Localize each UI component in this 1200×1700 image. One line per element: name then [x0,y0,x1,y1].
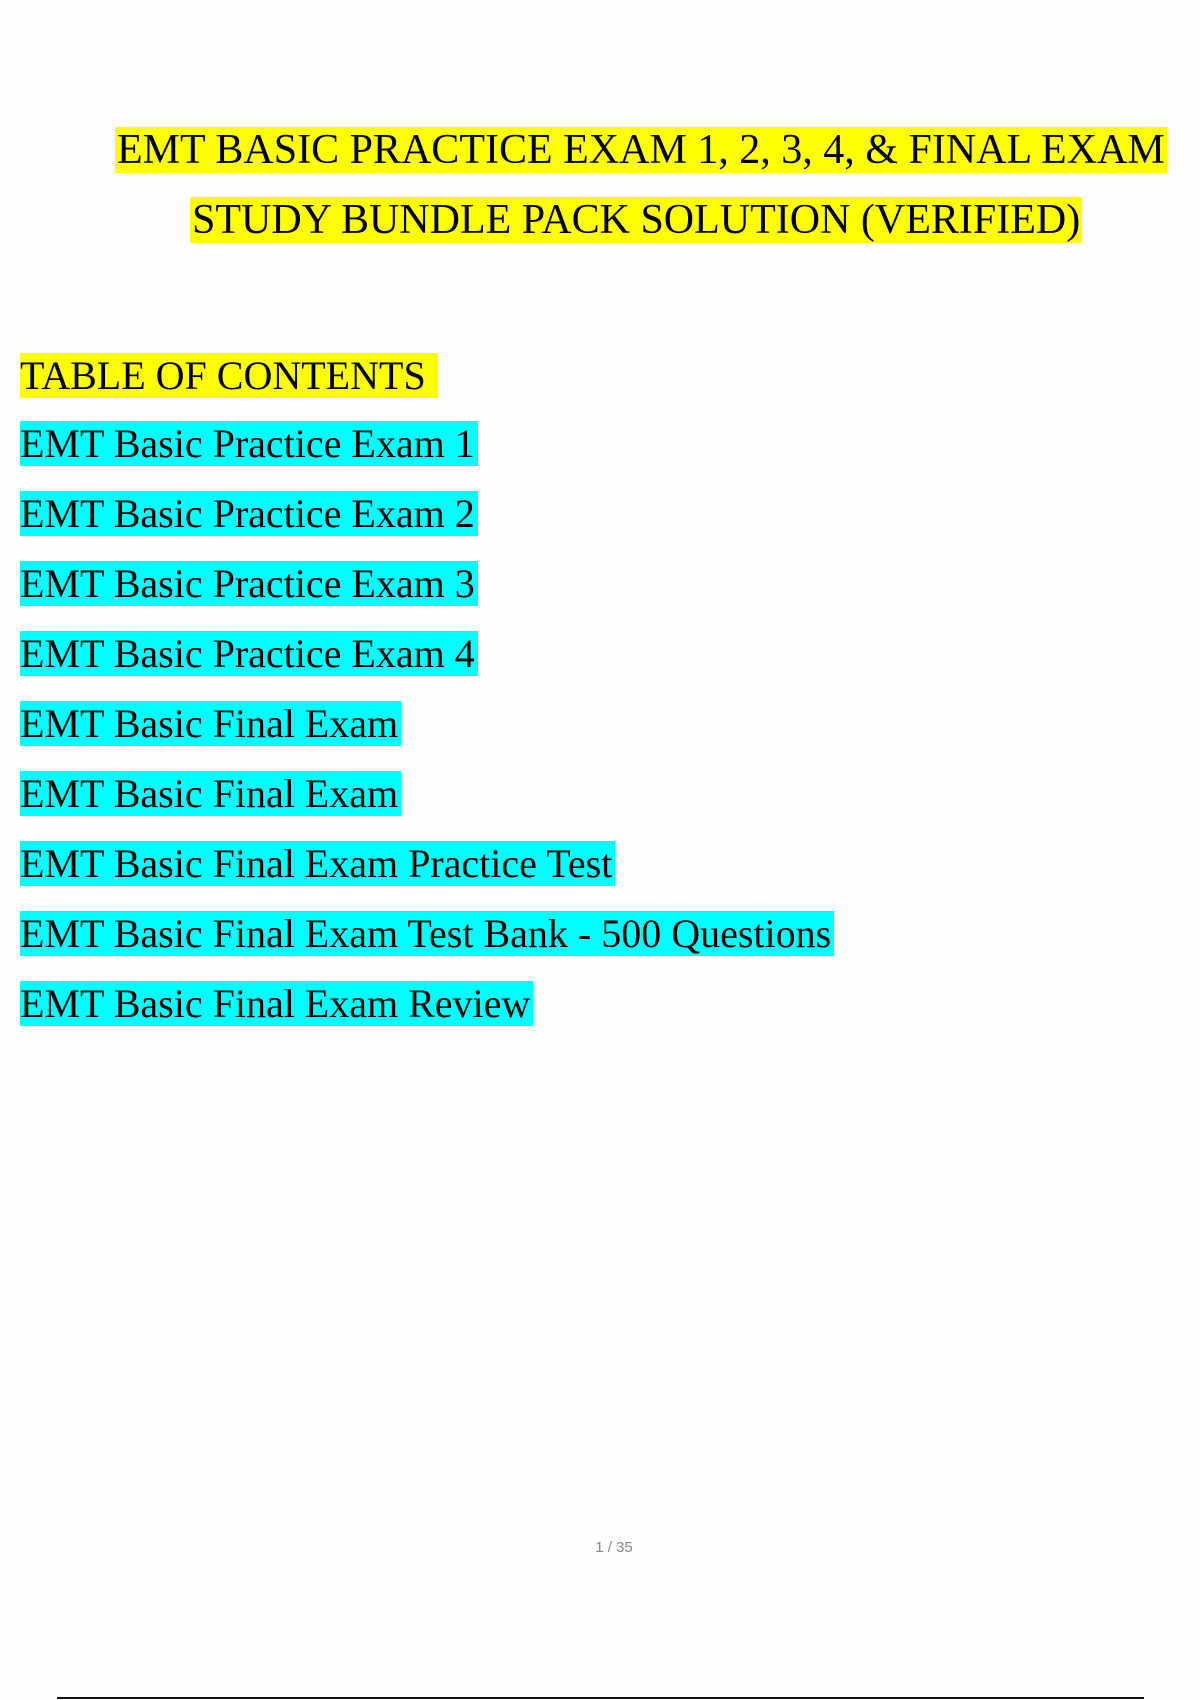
document-title-line-1 [115,126,1167,174]
toc-item [20,700,834,748]
toc-link-practice-exam-4[interactable]: EMT Basic Practice Exam 4 [20,631,478,676]
toc-item [20,980,834,1028]
toc-link-final-exam-review[interactable]: EMT Basic Final Exam Review [20,981,533,1026]
title-highlight: EMT BASIC PRACTICE EXAM 1, 2, 3, 4, & FINAL EXAM [117,127,1165,173]
title-highlight: STUDY BUNDLE PACK SOLUTION (VERIFIED) [192,197,1081,243]
toc-item [20,770,834,818]
toc-heading [20,352,438,400]
toc-item [20,420,834,468]
page-bottom-divider [57,1697,1144,1699]
toc-item [20,840,834,888]
page-indicator: 1 / 35 [595,1539,633,1556]
toc-heading-text: TABLE OF CONTENTS [20,353,438,398]
toc-link-final-exam-a[interactable]: EMT Basic Final Exam [20,701,401,746]
toc-item [20,560,834,608]
toc-item [20,630,834,678]
toc-item [20,490,834,538]
toc-link-practice-exam-1[interactable]: EMT Basic Practice Exam 1 [20,421,478,466]
document-title-line-2 [190,196,1082,244]
toc-item [20,910,834,958]
toc-link-practice-exam-2[interactable]: EMT Basic Practice Exam 2 [20,491,478,536]
toc-link-practice-exam-3[interactable]: EMT Basic Practice Exam 3 [20,561,478,606]
toc-link-final-exam-b[interactable]: EMT Basic Final Exam [20,771,401,816]
toc-link-final-exam-practice-test[interactable]: EMT Basic Final Exam Practice Test [20,841,615,886]
toc-link-final-exam-test-bank[interactable]: EMT Basic Final Exam Test Bank - 500 Questions [20,911,834,956]
toc-list [20,420,834,1050]
